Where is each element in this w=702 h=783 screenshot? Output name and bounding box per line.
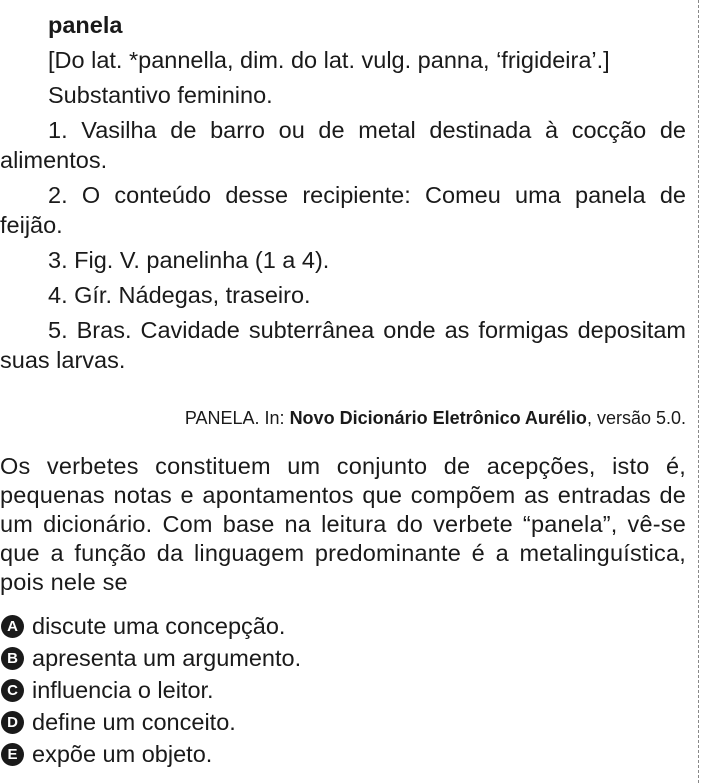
source-title: Novo Dicionário Eletrônico Aurélio [289,408,587,428]
entry-sense-3: 3. Fig. V. panelinha (1 a 4). [48,247,330,273]
entry-sense-5: 5. Bras. Cavidade subterrânea onde as formigas depositam suas larvas. [0,317,686,373]
entry-headword: panela [48,12,123,38]
entry-etymology: [Do lat. *pannella, dim. do lat. vulg. panna, ‘frigideira’.] [48,47,610,73]
source-citation [0,405,686,431]
entry-sense-2: 2. O conteúdo desse recipiente: Comeu uma panela de feijão. [0,182,686,238]
option-d[interactable] [0,706,686,738]
option-a-text: discute uma concepção. [32,613,286,639]
option-b-text: apresenta um argumento. [32,645,302,671]
option-c[interactable] [0,674,686,706]
question-stem-text: Os verbetes constituem um conjunto de acepções, isto é, pequenas notas e apontamentos que compõem as entradas de um dicionário. Com base na leitura do verbete “panela”, vê-se que a função da linguagem predominante é a metalinguística, pois nele se [0,453,686,595]
option-e-text: expõe um objeto. [32,741,213,767]
column-divider [698,0,699,783]
option-b-letter-badge: B [1,647,24,670]
option-e-letter-badge: E [1,743,24,766]
source-suffix: , versão 5.0. [586,408,686,428]
option-c-letter-badge: C [1,679,24,702]
answer-options [0,610,686,770]
option-d-letter-badge: D [1,711,24,734]
entry-sense-1: 1. Vasilha de barro ou de metal destinada à cocção de alimentos. [0,117,686,173]
option-a[interactable] [0,610,686,642]
dictionary-entry [0,10,686,380]
option-c-text: influencia o leitor. [32,677,214,703]
option-d-text: define um conceito. [32,709,236,735]
option-b[interactable] [0,642,686,674]
question-stem [0,452,686,597]
option-a-letter-badge: A [1,615,24,638]
entry-sense-4: 4. Gír. Nádegas, traseiro. [48,282,311,308]
option-e[interactable] [0,738,686,770]
source-prefix: PANELA. In: [184,408,290,428]
entry-grammar: Substantivo feminino. [48,82,273,108]
